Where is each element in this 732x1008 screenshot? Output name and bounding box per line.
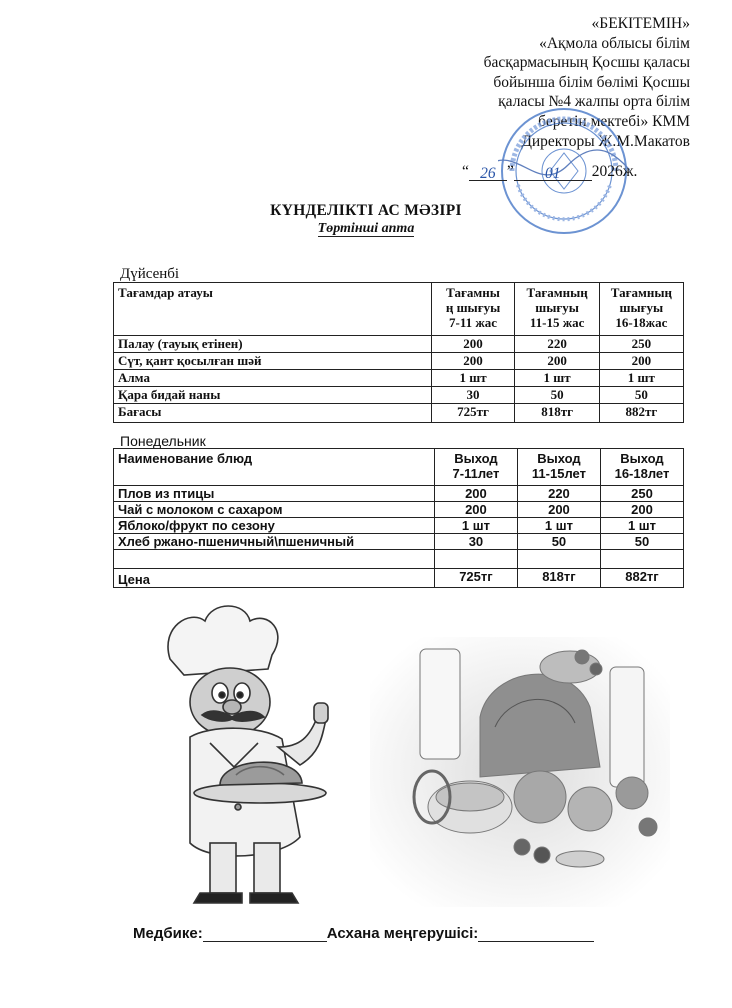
kitchen-head-signature-blank [478,927,594,942]
menu-table-ru [113,448,684,588]
price-7-11: 725тг [434,569,517,588]
approval-line: басқармасының Қосшы қаласы [483,54,690,72]
portion-16-18 [600,550,683,569]
approval-line: «БЕКІТЕМІН» [591,15,690,32]
price-row [114,404,684,423]
portion-11-15: 200 [517,502,600,518]
approval-line: «Ақмола облысы білім [539,34,690,52]
date-quote-open: “ [462,163,469,180]
portion-7-11: 200 [434,486,517,502]
table-row [114,353,684,370]
chef-and-food-illustration [150,597,670,915]
portion-11-15 [517,550,600,569]
portion-16-18: 200 [599,353,683,370]
portion-16-18: 1 шт [599,370,683,387]
portion-11-15: 1 шт [517,518,600,534]
header-age-11-15: Выход 11-15лет [517,449,600,486]
table-header-row [114,449,684,486]
dish-name: Чай с молоком с сахаром [114,502,435,518]
dish-name: Яблоко/фрукт по сезону [114,518,435,534]
portion-11-15: 200 [515,353,599,370]
portion-7-11 [434,550,517,569]
portion-7-11: 1 шт [434,518,517,534]
header-age-7-11: Выход 7-11лет [434,449,517,486]
price-16-18: 882тг [599,404,683,423]
signature-footer [133,925,594,942]
portion-11-15: 220 [517,486,600,502]
section-monday-kz: Дүйсенбі [120,266,180,282]
price-label: Цена [114,569,435,588]
date-day: 26 [469,165,507,181]
chef-figure [168,606,328,903]
header-age-11-15: Тағамның шығуы 11-15 жас [515,283,599,336]
approval-line: қаласы №4 жалпы орта білім [498,93,690,111]
table-row [114,534,684,550]
dish-name: Плов из птицы [114,486,435,502]
section-monday-ru: Понедельник [120,433,206,449]
date-month: 01 [514,165,592,181]
portion-7-11: 200 [431,336,515,353]
table-row [114,518,684,534]
dish-name: Палау (тауық етінен) [114,336,432,353]
page-subtitle [0,221,732,237]
header-dish-name: Наименование блюд [114,449,435,486]
empty-row [114,550,684,569]
portion-16-18: 250 [600,486,683,502]
date-quote-close: ” [506,163,514,180]
header-age-16-18: Тағамның шығуы 16-18жас [599,283,683,336]
menu-table-kz [113,282,684,423]
table-row [114,502,684,518]
table-row [114,336,684,353]
portion-7-11: 1 шт [431,370,515,387]
nurse-label: Медбике: [133,925,203,942]
portion-16-18: 200 [600,502,683,518]
price-16-18: 882тг [600,569,683,588]
price-11-15: 818тг [517,569,600,588]
portion-7-11: 200 [431,353,515,370]
approval-line: беретін мектебі» КММ [538,112,690,130]
portion-7-11: 30 [434,534,517,550]
portion-16-18: 250 [599,336,683,353]
price-row [114,569,684,588]
date-year: 2026ж. [591,163,638,180]
portion-11-15: 50 [515,387,599,404]
approval-date [462,163,686,181]
portion-11-15: 1 шт [515,370,599,387]
dish-name: Алма [114,370,432,387]
nurse-signature-blank [203,927,327,942]
price-7-11: 725тг [431,404,515,423]
portion-16-18: 1 шт [600,518,683,534]
director-signature-line: Директоры Ж.М.Макатов [521,132,690,150]
approval-line: бойынша білім бөлімі Қосшы [493,73,690,91]
portion-11-15: 50 [517,534,600,550]
page-title: КҮНДЕЛІКТІ АС МӘЗІРІ [270,202,462,219]
table-row [114,387,684,404]
week-label: Төртінші апта [317,221,415,236]
portion-16-18: 50 [600,534,683,550]
portion-7-11: 30 [431,387,515,404]
portion-11-15: 220 [515,336,599,353]
table-row [114,370,684,387]
dish-name: Қара бидай наны [114,387,432,404]
header-age-16-18: Выход 16-18лет [600,449,683,486]
price-label: Бағасы [114,404,432,423]
price-11-15: 818тг [515,404,599,423]
header-age-7-11: Тағамны ң шығуы 7-11 жас [431,283,515,336]
dish-name: Сүт, қант қосылған шәй [114,353,432,370]
portion-16-18: 50 [599,387,683,404]
dish-name: Хлеб ржано-пшеничный\пшеничный [114,534,435,550]
dish-name [114,550,435,569]
table-header-row [114,283,684,336]
header-dish-name: Тағамдар атауы [114,283,432,336]
portion-7-11: 200 [434,502,517,518]
table-row [114,486,684,502]
kitchen-head-label: Асхана меңгерушісі: [326,925,479,942]
